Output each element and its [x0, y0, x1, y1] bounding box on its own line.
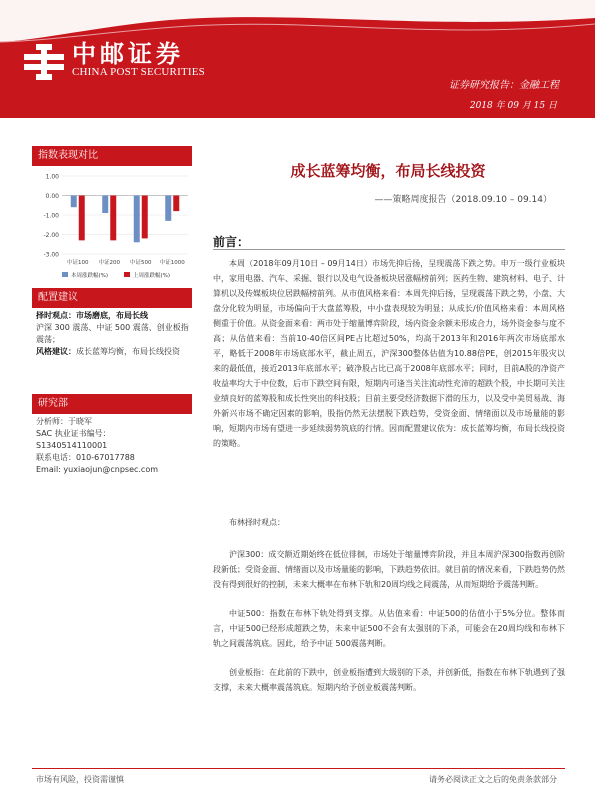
- bar-last-week: [110, 196, 116, 241]
- legend-swatch: [124, 272, 130, 277]
- index-performance-heading: 指数表现对比: [32, 146, 192, 166]
- bollinger-view-heading: 布林择时观点：: [229, 518, 285, 527]
- preface-heading: 前言：: [213, 235, 250, 249]
- report-subtitle: ——策略周度报告（2018.09.10 – 09.14）: [374, 195, 552, 205]
- legend-label: 上周涨跌幅(%): [133, 273, 171, 279]
- bar-last-week: [173, 196, 179, 212]
- sac-label: SAC 执业证书编号：: [36, 429, 111, 438]
- company-name-english: CHINA POST SECURITIES: [72, 66, 205, 78]
- y-tick-label: 0.00: [45, 193, 59, 200]
- preface-paragraph: 本周（2018年09月10日 – 09月14日）市场先抑后扬，呈现震荡下跌之势。申万一级行业板块中，家用电器、汽车、采掘、银行以及电气设备板块居涨幅榜前列；医药生物、建筑材料、电子、计算机以及传媒板块位居跌幅榜前列。从市值风格来看：本周先抑后扬，呈现震荡下跌之势，小盘、大盘分化较为明显，市场偏向于大盘蓝筹股，中小盘表现较为明显；从成长/价值风格来看：本周风格侧重于价值。从资金面来看：两市处于缩量博弈阶段，场内资金余额未形成合力，场外资金参与度不高；从估值来看：当前10-40倍区间PE占比超过50%，均高于2013年和2016年两次市场底部水平，略低于2008年市场底部水平，截止周五，沪深300整体估值为10.88倍PE，创2015年股灾以来的最低值，接近2013年底部水平；破净股占比已高于2008年底部水平；同时，目前A股的净资产收益率均大于中位数，后市下跌空间有限，短期内可逢当关注流动性充沛的超跌个股，中长期可关注业绩良好的蓝筹股和成长性突出的科技股；目前主要受经济数据下滑的压力，以及受中美贸易战、海外新兴市场不确定因素的影响，股指仍然无法摆脱下跌趋势，受资金面、情绪面以及市场量能的影响，短期内市场有望进一步延续弱势筑底的行情。因而配置建议依为：成长蓝筹均衡，布局长线投资的策略。: [213, 259, 565, 448]
- x-tick-label: 中证200: [98, 260, 120, 266]
- allocation-advice-heading: 配置建议: [32, 288, 192, 308]
- china-post-logo-icon: [22, 42, 66, 82]
- y-tick-label: -1.00: [43, 212, 59, 220]
- x-tick-label: 中证100: [67, 260, 89, 266]
- y-tick-label: 1.00: [45, 173, 59, 181]
- analyst-info: [36, 416, 196, 476]
- bar-last-week: [142, 196, 148, 239]
- legend-swatch: [62, 272, 68, 277]
- report-type: 证券研究报告：金融工程: [449, 80, 559, 91]
- bar-this-week: [134, 196, 140, 243]
- report-header: [0, 0, 595, 118]
- footer-divider: [32, 768, 565, 769]
- bar-this-week: [71, 196, 77, 208]
- research-dept-heading: 研究部: [32, 394, 192, 414]
- style-view: 风格建议：成长蓝筹均衡，布局长线投资: [36, 347, 180, 356]
- index-view: 沪深 300 震荡、中证 500 震荡、创业板指震荡；: [36, 323, 189, 344]
- index-performance-chart: [32, 168, 192, 284]
- x-tick-label: 中证500: [130, 260, 152, 266]
- heading-divider: [213, 249, 565, 250]
- sac-number: S1340514110001: [36, 441, 108, 450]
- bar-last-week: [79, 196, 85, 241]
- legend-label: 本周涨跌幅(%): [71, 273, 109, 279]
- report-title: 成长蓝筹均衡，布局长线投资: [290, 162, 486, 180]
- y-tick-label: -3.00: [43, 251, 59, 259]
- y-tick-label: -2.00: [43, 232, 59, 239]
- report-date: 2018 年 09 月 15 日: [469, 101, 557, 111]
- x-tick-label: 中证1000: [159, 260, 185, 266]
- hs300-paragraph: 沪深300：成交额近期始终在低位徘徊，市场处于缩量博弈阶段，并且本周沪深300指数再创阶段新低；受资金面、情绪面以及市场量能的影响，下跌趋势依旧。就目前的情况来看，下跌趋势仍然没有得到很好的控制，未来大概率在布林下轨和20周均线之间震荡，从而短期给予震荡判断。: [213, 550, 565, 589]
- bar-this-week: [165, 196, 171, 221]
- phone: 联系电话：010-67017788: [36, 453, 135, 462]
- bar-this-week: [102, 196, 108, 214]
- risk-disclaimer: 市场有风险，投资需谨慎: [36, 775, 124, 784]
- email: Email: yuxiaojun@cnpsec.com: [36, 465, 159, 474]
- legal-disclaimer: 请务必阅读正文之后的免责条款部分: [429, 775, 557, 784]
- allocation-advice: [36, 310, 192, 358]
- timing-view: 择时观点：市场磨底，布局长线: [36, 311, 148, 320]
- chinext-paragraph: 创业板指：在此前的下跌中，创业板指遭到大级别的下杀，并创新低，指数在布林下轨遇到了强支撑，未来大概率震荡筑底。短期内给予创业板震荡判断。: [213, 668, 565, 692]
- analyst-name: 分析师：于晓军: [36, 417, 92, 426]
- company-name-chinese: 中邮证券: [72, 39, 184, 68]
- csi500-paragraph: 中证500：指数在布林下轨处得到支撑。从估值来看：中证500的估值小于5%分位。整体而言，中证500已经形成超跌之势，未来中证500不会有太强别的下杀，可能会在20周均线和布林下轨之间震荡筑底。因此，给予中证 500震荡判断。: [213, 609, 565, 648]
